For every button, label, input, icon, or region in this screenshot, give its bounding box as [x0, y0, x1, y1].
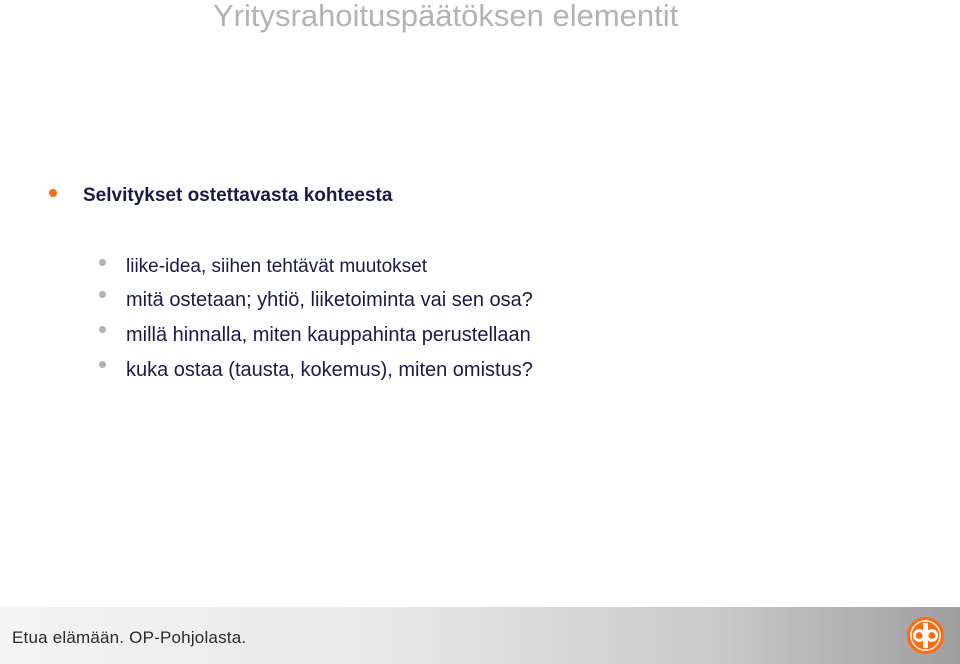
sub-bullet-list [99, 252, 533, 387]
list-item-text: millä hinnalla, miten kauppahinta perustellaan [126, 323, 531, 346]
list-item-text: mitä ostetaan; yhtiö, liiketoiminta vai sen osa? [126, 288, 533, 311]
slide-title: Yritysrahoituspäätöksen elementit [213, 0, 679, 33]
bullet-dot [99, 291, 106, 298]
list-item [99, 317, 533, 352]
bullet-dot [99, 259, 106, 266]
list-item [99, 252, 533, 282]
list-item [99, 282, 533, 317]
footer-bar [0, 607, 960, 664]
list-item [99, 352, 533, 387]
list-item-text: kuka ostaa (tausta, kokemus), miten omistus? [126, 358, 533, 381]
list-item-text: liike-idea, siihen tehtävät muutokset [126, 256, 427, 277]
op-logo-icon [906, 616, 945, 655]
footer-tagline: Etua elämään. OP-Pohjolasta. [12, 628, 247, 647]
bullet-dot [49, 189, 57, 197]
bullet-dot [99, 326, 106, 333]
main-bullet-text: Selvitykset ostettavasta kohteesta [83, 185, 393, 206]
main-bullet [49, 185, 392, 207]
bullet-dot [99, 361, 106, 368]
